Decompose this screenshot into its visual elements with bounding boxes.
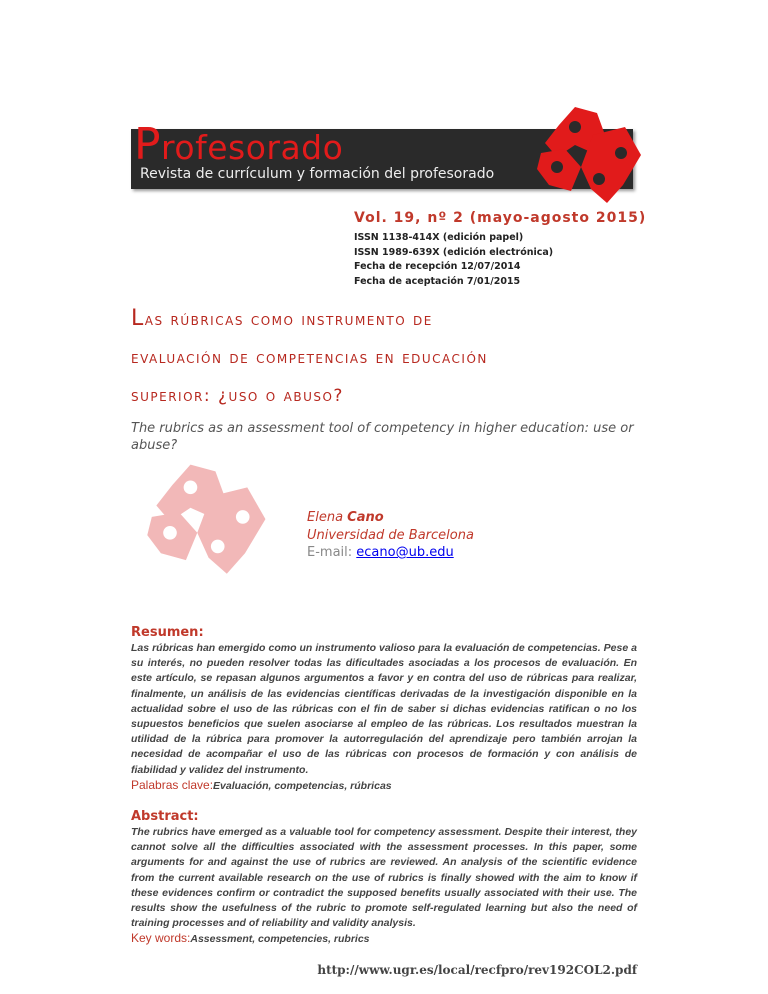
title-line: as rúbricas como instrumento de: [144, 310, 433, 330]
abstracts-section: [131, 624, 637, 978]
keywords-label: Palabras clave:: [131, 777, 214, 792]
volume-info: Vol. 19, nº 2 (mayo-agosto 2015): [354, 210, 647, 226]
keywords-value: Evaluación, competencias, rúbricas: [213, 779, 392, 792]
brand-rest: rofesorado: [161, 128, 344, 167]
abstract-text: [131, 825, 637, 948]
journal-name: [134, 119, 344, 170]
watermark-logo-icon: [145, 462, 270, 582]
title-initial: L: [131, 306, 145, 331]
author-last: Cano: [347, 510, 384, 525]
article-subtitle: The rubrics as an assessment tool of competency in higher education: use or abuse?: [131, 421, 634, 453]
brand-initial: P: [134, 119, 162, 170]
journal-logo-icon: [535, 105, 645, 210]
author-email: [307, 544, 474, 562]
footer-url[interactable]: http://www.ugr.es/local/recfpro/rev192COL2.pdf: [317, 962, 637, 977]
keywords-label: Key words:: [131, 931, 191, 946]
resumen-heading: Resumen:: [131, 625, 204, 640]
issn-print: ISSN 1138-414X (edición papel): [354, 232, 524, 243]
accepted-date: Fecha de aceptación 7/01/2015: [354, 275, 521, 287]
issn-online: ISSN 1989-639X (edición electrónica): [354, 246, 554, 258]
email-link[interactable]: ecano@ub.edu: [356, 545, 454, 560]
author-name: [307, 509, 474, 527]
author-first: Elena: [307, 510, 348, 525]
title-line: superior: ¿uso o abuso?: [131, 386, 344, 406]
abstract-heading: Abstract:: [131, 809, 199, 825]
resumen-body: Las rúbricas han emergido como un instrumento valioso para la evaluación de competencias. Pese a su interés, no pueden resolver todas las dificultades asociadas a los procesos de evaluación. En este artículo, se repasan algunos argumentos a favor y en contra del uso de rúbricas para realizar, finalmente, un análisis de las evidencias científicas derivadas de la investigación disponible en la actualidad sobre el uso de las rúbricas con el fin de saber si dichas evidencias ratifican o no los supuestos beneficios que suelen asociarse al empleo de las rúbricas. Los resultados muestran la utilidad de la rúbrica para promover la autorregulación del aprendizaje pero también arrojan la necesidad de acompañar el uso de las rúbricas con procesos de formación y con análisis de fiabilidad y validez del instrumento.: [131, 642, 637, 776]
email-label: E-mail:: [307, 545, 357, 560]
abstract-body: The rubrics have emerged as a valuable tool for competency assessment. Despite their interest, they cannot solve all the difficulties associated with the assessment processes. In this paper, some arguments for and against the use of rubrics are reviewed. An analysis of the scientific evidence from the current available research on the use of rubrics is finally showed with the aim to know if these evidences confirm or contradict the supposed benefits usually associated with their use. The results show the usefulness of the rubric to promote self-regulated learning but also the need of training processes and of reliability and validity analysis.: [131, 826, 637, 930]
keywords-value: Assessment, competencies, rubrics: [190, 933, 370, 946]
title-line: evaluación de competencias en educación: [131, 348, 488, 368]
publication-meta: [354, 231, 553, 289]
resumen-text: [131, 641, 637, 794]
received-date: Fecha de recepción 12/07/2014: [354, 261, 521, 272]
journal-tagline: Revista de currículum y formación del profesorado: [140, 166, 495, 182]
author-block: [307, 509, 474, 562]
article-title: [131, 300, 711, 415]
author-affiliation: Universidad de Barcelona: [307, 527, 474, 543]
